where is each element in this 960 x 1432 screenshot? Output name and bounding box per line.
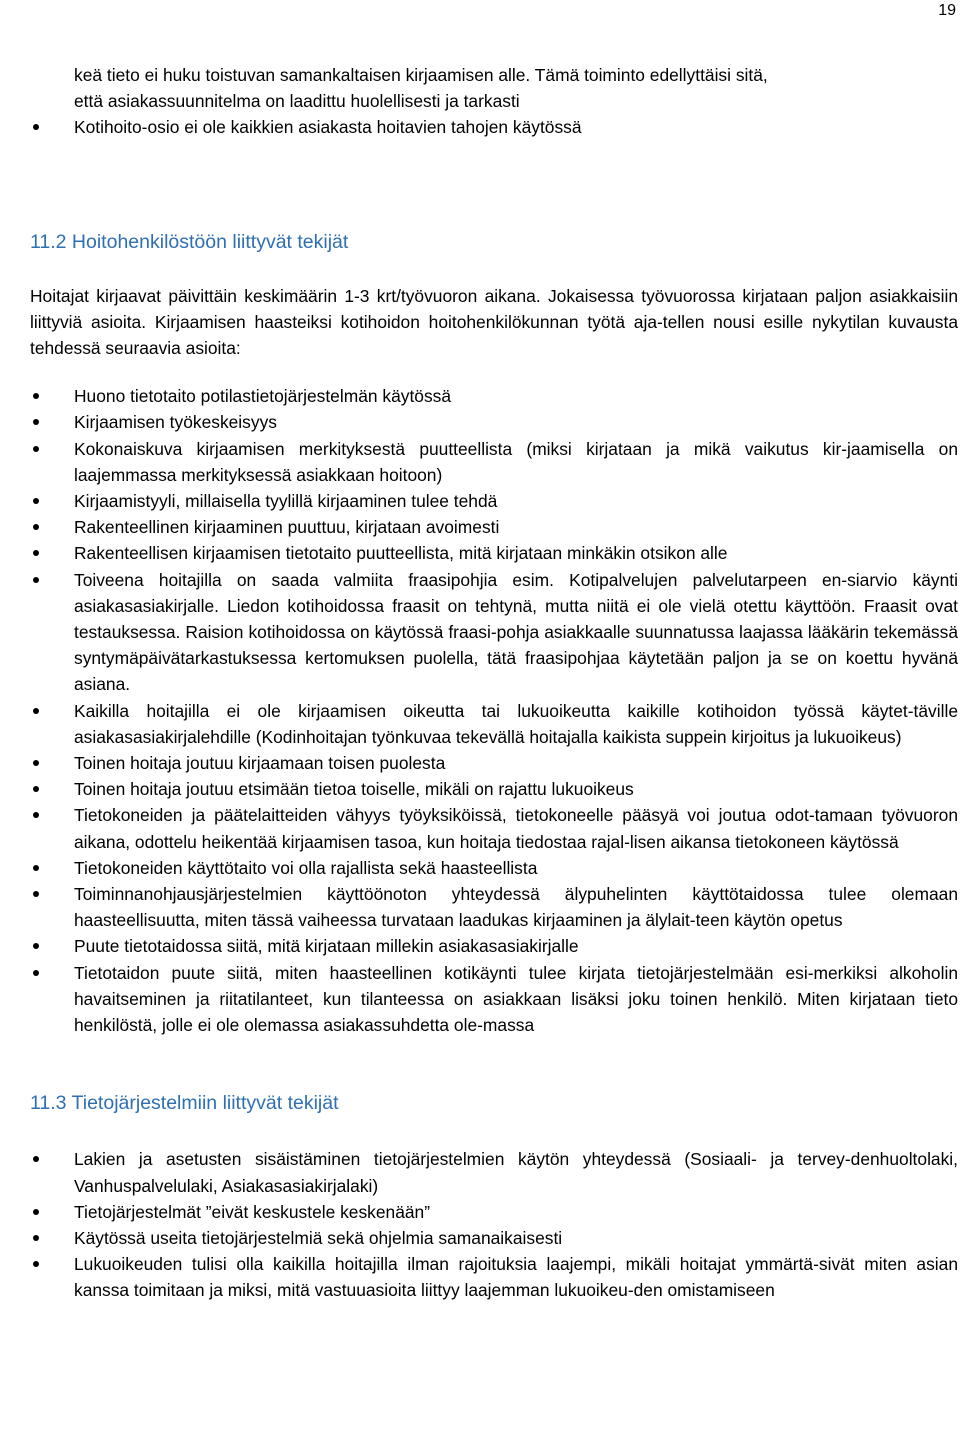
bullet-icon <box>33 812 39 818</box>
bullet-icon <box>33 550 39 556</box>
page-number: 19 <box>938 2 956 19</box>
continuation-line-2: että asiakassuunnitelma on laadittu huolellisesti ja tarkasti <box>74 91 520 112</box>
list-item <box>30 114 958 140</box>
list-item-text: Kaikilla hoitajilla ei ole kirjaamisen oikeutta tai lukuoikeutta kaikille kotihoidon työssä käytet-täville asiakasasiakirjalehdille (Kodinhoitajan työnkuvaa tekevällä hoitajalla kaikista suppein kirjoitus ja lukuoikeus) <box>74 700 958 747</box>
list-item-text: Lukuoikeuden tulisi olla kaikilla hoitajilla ilman rajoituksia laajempi, mikäli hoitajat ymmärtä-sivät miten asian kanssa toimitaan ja miksi, mitä vastuuasioita liittyy laajemman lukuoikeu-den omistamiseen <box>74 1254 958 1301</box>
list-item-text: Käytössä useita tietojärjestelmiä sekä ohjelmia samanaikaisesti <box>74 1227 563 1248</box>
top-bullet-list <box>30 62 958 141</box>
list-item <box>30 436 958 488</box>
list-item-text: Tietojärjestelmät ”eivät keskustele keskenään” <box>74 1201 431 1222</box>
bullet-icon <box>33 891 39 897</box>
list-item <box>30 514 958 540</box>
list-item <box>30 1251 958 1303</box>
list-item-continuation <box>30 62 958 114</box>
list-item <box>30 540 958 566</box>
list-item-text: Kotihoito-osio ei ole kaikkien asiakasta hoitavien tahojen käytössä <box>74 117 582 138</box>
bullet-icon <box>33 1209 39 1215</box>
section-heading-11-3: 11.3 Tietojärjestelmiin liittyvät tekijät <box>30 1092 339 1115</box>
list-item-text: Kirjaamistyyli, millaisella tyylillä kirjaaminen tulee tehdä <box>74 491 498 512</box>
bullet-icon <box>33 124 39 130</box>
list-item-text: Toinen hoitaja joutuu etsimään tietoa toiselle, mikäli on rajattu lukuoikeus <box>74 779 634 800</box>
section-11-3-bullet-list <box>30 1146 958 1303</box>
bullet-icon <box>33 524 39 530</box>
bullet-icon <box>33 1235 39 1241</box>
list-item-text: Lakien ja asetusten sisäistäminen tietojärjestelmien käytön yhteydessä (Sosiaali- ja tervey-denhuoltolaki, Vanhuspalvelulaki, Asiakasasiakirjalaki) <box>74 1149 958 1196</box>
list-item-text: Rakenteellinen kirjaaminen puuttuu, kirjataan avoimesti <box>74 517 500 538</box>
list-item-text: Puute tietotaidossa siitä, mitä kirjataan millekin asiakasasiakirjalle <box>74 936 579 957</box>
list-item <box>30 1146 958 1198</box>
list-item-text: Tietotaidon puute siitä, miten haasteellinen kotikäynti tulee kirjata tietojärjestelmään esi-merkiksi alkoholin havaitseminen ja riitatilanteet, kun tilanteessa on asiakkaan lisäksi joku toinen henkilö. Miten kirjataan tieto henkilöstä, jolle ei ole olemassa asiakassuhdetta ole-massa <box>74 962 958 1036</box>
list-item <box>30 1199 958 1225</box>
bullet-icon <box>33 865 39 871</box>
list-item <box>30 855 958 881</box>
section-11-2-bullet-list <box>30 383 958 1038</box>
list-item <box>30 567 958 698</box>
list-item-text: Rakenteellisen kirjaamisen tietotaito puutteellista, mitä kirjataan minkäkin otsikon alle <box>74 543 728 564</box>
document-body <box>30 62 958 1304</box>
list-item-text: Kirjaamisen työkeskeisyys <box>74 412 277 433</box>
list-item <box>30 698 958 750</box>
bullet-icon <box>33 760 39 766</box>
list-item <box>30 802 958 854</box>
list-item <box>30 960 958 1039</box>
list-item <box>30 881 958 933</box>
bullet-icon <box>33 393 39 399</box>
list-item <box>30 383 958 409</box>
list-item-text: Toiminnanohjausjärjestelmien käyttöönoton yhteydessä älypuhelinten käyttötaidossa tulee olemaan haasteellisuutta, miten tässä vaiheessa turvataan laadukas kirjaaminen ja älylait-teen käytön opetus <box>74 884 958 931</box>
list-item-text: Toinen hoitaja joutuu kirjaamaan toisen puolesta <box>74 753 446 774</box>
list-item-text: Huono tietotaito potilastietojärjestelmän käytössä <box>74 386 452 407</box>
bullet-icon <box>33 970 39 976</box>
list-item-text: Kokonaiskuva kirjaamisen merkityksestä puutteellista (miksi kirjataan ja mikä vaikutus kir-jaamisella on laajemmassa merkityksessä asiakkaan hoitoon) <box>74 438 958 485</box>
list-item <box>30 488 958 514</box>
section-11-2-paragraph: Hoitajat kirjaavat päivittäin keskimäärin 1-3 krt/työvuoron aikana. Jokaisessa työvuorossa kirjataan paljon asiakkaisiin liittyviä asioita. Kirjaamisen haasteiksi kotihoidon hoitohenkilökunnan työtä aja-tellen nousi esille nykytilan kuvausta tehdessä seuraavia asioita: <box>30 285 958 359</box>
list-item <box>30 776 958 802</box>
bullet-icon <box>33 943 39 949</box>
list-item-text: Toiveena hoitajilla on saada valmiita fraasipohjia esim. Kotipalvelujen palvelutarpeen en-siarvio käynti asiakasasiakirjalle. Liedon kotihoidossa fraasit on tehtynä, mutta niitä ei ole vielä otettu käyttöön. Fraasit ovat testauksessa. Raision kotihoidossa on käytössä fraasi-pohja asiakkaalle suunnatussa laajassa lääkärin tekemässä syntymäpäivätarkastuksessa kertomuksen puolella, tätä fraasipohjaa käytetään paljon ja se on koettu hyvänä asiana. <box>74 569 958 695</box>
list-item-text: Tietokoneiden käyttötaito voi olla rajallista sekä haasteellista <box>74 857 538 878</box>
bullet-icon <box>33 708 39 714</box>
list-item <box>30 1225 958 1251</box>
bullet-icon <box>33 1156 39 1162</box>
bullet-icon <box>33 498 39 504</box>
bullet-icon <box>33 577 39 583</box>
list-item <box>30 409 958 435</box>
list-item-text: Tietokoneiden ja päätelaitteiden vähyys työyksiköissä, tietokoneelle pääsyä voi joutua odot-tamaan työvuoron aikana, odottelu heikentää kirjaamisen tasoa, kun hoitaja tiedostaa rajal-lisen aikansa tietokoneen käytössä <box>74 805 958 852</box>
bullet-icon <box>33 419 39 425</box>
bullet-icon <box>33 786 39 792</box>
list-item <box>30 750 958 776</box>
section-heading-11-2: 11.2 Hoitohenkilöstöön liittyvät tekijät <box>30 230 349 253</box>
list-item <box>30 933 958 959</box>
continuation-line-1: keä tieto ei huku toistuvan samankaltaisen kirjaamisen alle. Tämä toiminto edellyttäisi sitä, <box>74 65 768 85</box>
bullet-icon <box>33 446 39 452</box>
bullet-icon <box>33 1261 39 1267</box>
